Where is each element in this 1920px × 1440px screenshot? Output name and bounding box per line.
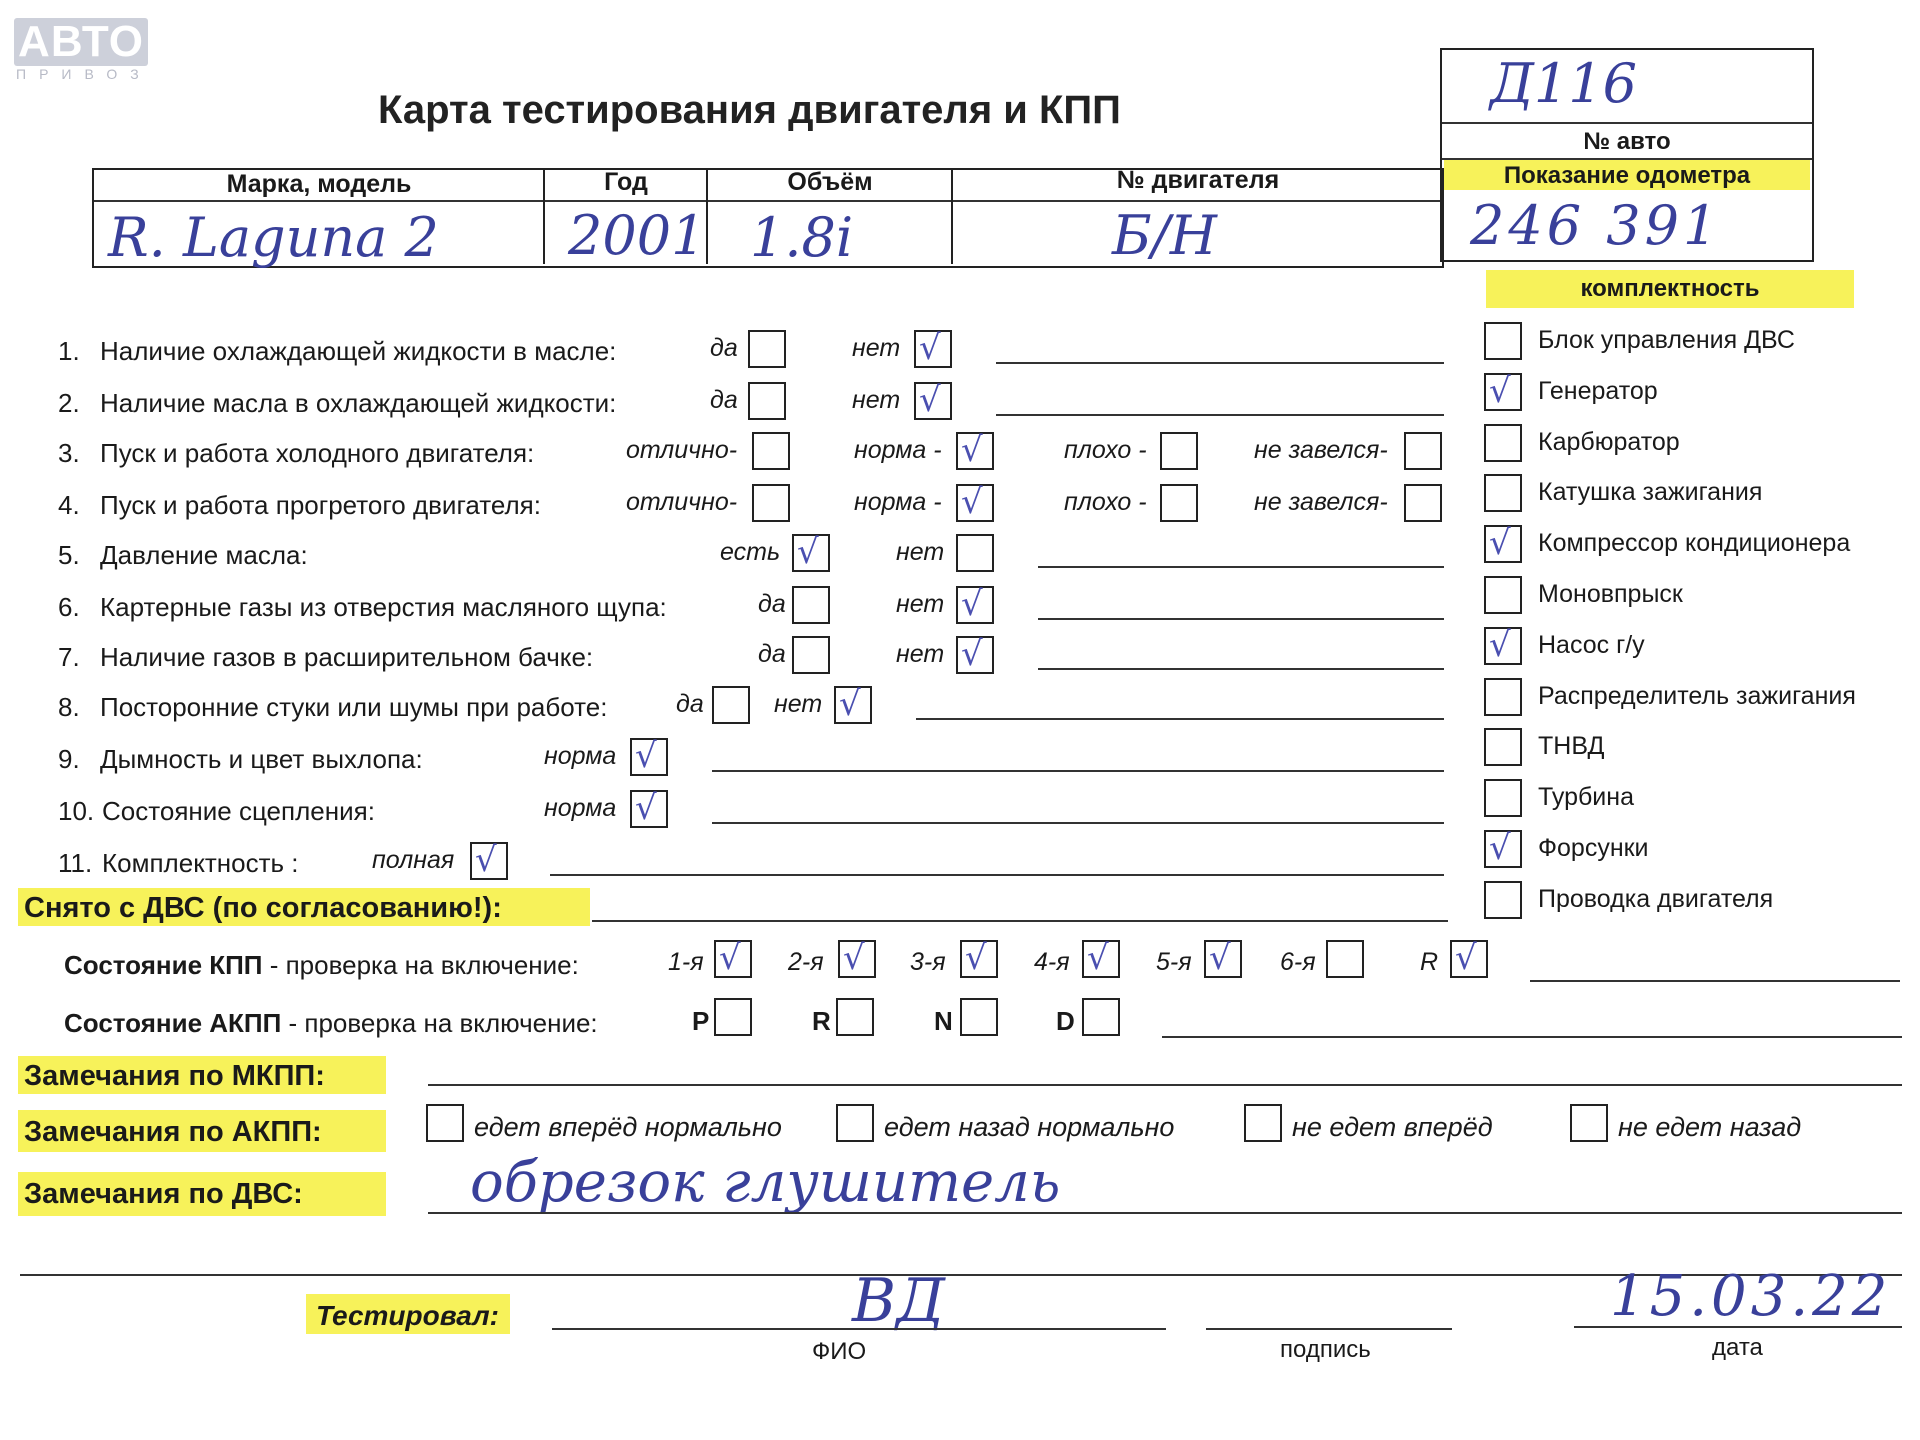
gear-label: 6-я	[1280, 948, 1316, 976]
row-option-label: норма -	[854, 488, 942, 516]
remarks-dvs-value: обрезок глушитель	[470, 1150, 1061, 1215]
check-mark-icon: √	[635, 788, 657, 828]
row-notes-line[interactable]	[1038, 566, 1444, 568]
row-number: 3.	[58, 438, 80, 468]
row-number: 7.	[58, 642, 80, 672]
row-option-checkbox[interactable]	[1160, 484, 1198, 522]
check-mark-icon: √	[919, 328, 941, 368]
row-option-checkbox[interactable]	[752, 484, 790, 522]
akpp-label-rest: - проверка на включение:	[281, 1008, 598, 1038]
date-line[interactable]	[1574, 1326, 1902, 1328]
completeness-item-label: Генератор	[1538, 376, 1658, 405]
row-number: 2.	[58, 388, 80, 418]
row-option-label: да	[710, 386, 738, 414]
akpp-label	[64, 1008, 598, 1039]
akpp-mode-label: R	[812, 1006, 831, 1036]
row-option-label: есть	[720, 538, 781, 566]
divider	[1442, 122, 1812, 124]
gear-label: 5-я	[1156, 948, 1192, 976]
check-mark-icon: √	[797, 532, 819, 572]
gear-label: 3-я	[910, 948, 946, 976]
row-option-checkbox[interactable]	[792, 636, 830, 674]
kpp-label	[64, 950, 579, 981]
row-option-checkbox[interactable]	[1160, 432, 1198, 470]
row-notes-line[interactable]	[996, 414, 1444, 416]
check-mark-icon: √	[839, 684, 861, 724]
completeness-checkbox[interactable]	[1484, 728, 1522, 766]
akpp-remark-checkbox[interactable]	[1244, 1104, 1282, 1142]
akpp-remark-option-label: едет назад нормально	[884, 1112, 1175, 1142]
row-option-label: нет	[852, 334, 901, 362]
row-label: Дымность и цвет выхлопа:	[100, 744, 423, 774]
completeness-item-label: Моновпрыск	[1538, 580, 1683, 608]
row-label: Давление масла:	[100, 540, 308, 570]
completeness-item-label: Насос г/у	[1538, 630, 1645, 659]
remarks-mkpp-line[interactable]	[428, 1084, 1902, 1086]
akpp-mode-checkbox[interactable]	[714, 998, 752, 1036]
akpp-remark-checkbox[interactable]	[426, 1104, 464, 1142]
removed-label: Снято с ДВС (по согласованию!):	[24, 892, 502, 924]
akpp-remark-option-label: едет вперёд нормально	[474, 1112, 782, 1142]
akpp-remark-checkbox[interactable]	[836, 1104, 874, 1142]
row-number: 10.	[58, 796, 95, 826]
check-mark-icon: √	[961, 584, 983, 624]
row-option-label: не завелся-	[1254, 488, 1388, 516]
auto-number-value: Д116	[1490, 52, 1637, 115]
row-number: 1.	[58, 336, 80, 366]
row-option-checkbox[interactable]	[956, 534, 994, 572]
date-value: 15.03.22	[1610, 1264, 1892, 1329]
gear-label: R	[1420, 948, 1439, 976]
make-model-label: Марка, модель	[226, 170, 412, 198]
check-mark-icon: √	[635, 736, 657, 776]
completeness-checkbox[interactable]	[1484, 678, 1522, 716]
divider	[94, 200, 1440, 202]
row-option-label: нет	[896, 640, 945, 668]
row-option-label: отлично-	[626, 488, 738, 516]
row-option-label: да	[758, 640, 786, 668]
row-notes-line[interactable]	[550, 874, 1444, 876]
row-option-label: не завелся-	[1254, 436, 1388, 464]
row-option-label: норма	[544, 742, 617, 770]
tested-by-label: Тестировал:	[316, 1300, 499, 1331]
row-option-label: отлично-	[626, 436, 738, 464]
row-notes-line[interactable]	[916, 718, 1444, 720]
akpp-mode-checkbox[interactable]	[836, 998, 874, 1036]
make-model-value: R. Laguna 2	[108, 206, 439, 269]
check-mark-icon: √	[961, 634, 983, 674]
row-label: Наличие масла в охлаждающей жидкости:	[100, 388, 617, 418]
row-option-label: норма	[544, 794, 617, 822]
akpp-remark-checkbox[interactable]	[1570, 1104, 1608, 1142]
check-mark-icon: √	[965, 938, 987, 978]
row-option-label: нет	[852, 386, 901, 414]
remarks-akpp-label: Замечания по АКПП:	[24, 1116, 322, 1148]
row-number: 11.	[58, 848, 93, 878]
check-mark-icon: √	[961, 430, 983, 470]
row-option-label: да	[710, 334, 738, 362]
row-option-checkbox[interactable]	[752, 432, 790, 470]
row-option-checkbox[interactable]	[792, 586, 830, 624]
check-mark-icon: √	[1489, 523, 1511, 564]
row-option-label: плохо -	[1064, 488, 1147, 516]
akpp-mode-label: N	[934, 1006, 953, 1036]
row-label: Наличие охлаждающей жидкости в масле:	[100, 336, 617, 366]
row-label: Пуск и работа прогретого двигателя:	[100, 490, 541, 520]
check-mark-icon: √	[843, 938, 865, 978]
check-mark-icon: √	[1489, 828, 1511, 868]
row-option-label: плохо -	[1064, 436, 1147, 464]
row-option-checkbox[interactable]	[748, 382, 786, 420]
check-mark-icon: √	[961, 482, 983, 522]
avto-privoz-logo-subtitle: ПРИВОЗ	[16, 66, 152, 82]
row-number: 5.	[58, 540, 80, 570]
akpp-mode-checkbox[interactable]	[1082, 998, 1120, 1036]
row-option-checkbox[interactable]	[1404, 484, 1442, 522]
volume-value: 1.8i	[750, 206, 854, 269]
removed-line[interactable]	[592, 920, 1448, 922]
volume-label: Объём	[787, 168, 873, 196]
check-mark-icon: √	[1209, 938, 1231, 978]
row-label: Состояние сцепления:	[102, 796, 375, 826]
row-option-label: нет	[896, 590, 945, 618]
row-option-label: да	[676, 690, 704, 718]
row-option-checkbox[interactable]	[748, 330, 786, 368]
completeness-item-label: Турбина	[1538, 783, 1634, 812]
check-mark-icon: √	[919, 380, 941, 420]
row-number: 6.	[58, 592, 80, 622]
avto-privoz-logo: АВТО	[14, 18, 148, 66]
akpp-remark-option-label: не едет назад	[1618, 1112, 1802, 1142]
remarks-mkpp-label: Замечания по МКПП:	[24, 1060, 325, 1092]
engine-number-label: № двигателя	[1116, 166, 1280, 194]
akpp-line[interactable]	[1162, 1036, 1902, 1038]
year-label: Год	[604, 168, 648, 196]
fio-line[interactable]	[552, 1328, 1166, 1330]
year-value: 2001	[568, 204, 706, 267]
completeness-checkbox[interactable]	[1484, 576, 1522, 614]
check-mark-icon: √	[1489, 370, 1511, 411]
akpp-mode-label: D	[1056, 1006, 1075, 1036]
kpp-label-bold: Состояние КПП	[64, 950, 263, 980]
gear-label: 1-я	[668, 948, 704, 976]
row-option-checkbox[interactable]	[1404, 432, 1442, 470]
row-notes-line[interactable]	[712, 770, 1444, 772]
akpp-remark-option-label: не едет вперёд	[1292, 1112, 1493, 1142]
akpp-mode-label: P	[692, 1006, 710, 1036]
completeness-item-label: Карбюратор	[1538, 427, 1680, 456]
completeness-item-label: Форсунки	[1538, 834, 1649, 862]
kpp-line[interactable]	[1530, 980, 1900, 982]
row-option-label: да	[758, 590, 786, 618]
row-option-label: полная	[372, 846, 455, 874]
row-number: 4.	[58, 490, 80, 520]
row-number: 8.	[58, 692, 80, 722]
row-label: Картерные газы из отверстия масляного щупа:	[100, 592, 667, 622]
fio-label: ФИО	[812, 1338, 867, 1365]
row-label: Посторонние стуки или шумы при работе:	[100, 692, 608, 722]
engine-number-value: Б/Н	[1112, 204, 1217, 267]
completeness-item-label: Компрессор кондиционера	[1538, 529, 1851, 558]
kpp-label-rest: - проверка на включение:	[262, 950, 579, 980]
auto-number-label: № авто	[1583, 128, 1671, 155]
completeness-item-label: Проводка двигателя	[1538, 884, 1774, 913]
completeness-item-label: Блок управления ДВС	[1538, 326, 1795, 354]
row-label: Наличие газов в расширительном бачке:	[100, 642, 594, 672]
row-option-label: нет	[774, 690, 823, 718]
completeness-item-label: Катушка зажигания	[1538, 478, 1763, 507]
check-mark-icon: √	[719, 938, 741, 978]
fio-value: ВД	[852, 1266, 945, 1336]
check-mark-icon: √	[1455, 938, 1477, 978]
row-number: 9.	[58, 744, 80, 774]
akpp-mode-checkbox[interactable]	[960, 998, 998, 1036]
odometer-label: Показание одометра	[1503, 162, 1751, 189]
check-mark-icon: √	[1489, 624, 1511, 665]
gear-checkbox[interactable]	[1326, 940, 1364, 978]
check-mark-icon: √	[1087, 938, 1109, 978]
row-option-label: норма -	[854, 436, 942, 464]
remarks-dvs-line[interactable]	[428, 1212, 1902, 1214]
row-notes-line[interactable]	[1038, 618, 1444, 620]
date-label: дата	[1712, 1334, 1763, 1361]
completeness-title: комплектность	[1580, 275, 1760, 302]
completeness-item-label: ТНВД	[1538, 732, 1605, 761]
completeness-checkbox[interactable]	[1484, 322, 1522, 360]
completeness-checkbox[interactable]	[1484, 474, 1522, 512]
completeness-checkbox[interactable]	[1484, 881, 1522, 919]
gear-label: 2-я	[788, 948, 824, 976]
remarks-dvs-label: Замечания по ДВС:	[24, 1178, 303, 1210]
gear-label: 4-я	[1034, 948, 1070, 976]
akpp-label-bold: Состояние АКПП	[64, 1008, 282, 1038]
row-option-checkbox[interactable]	[712, 686, 750, 724]
row-notes-line[interactable]	[712, 822, 1444, 824]
signature-line[interactable]	[1206, 1328, 1452, 1330]
page-title: Карта тестирования двигателя и КПП	[378, 88, 1121, 132]
completeness-checkbox[interactable]	[1484, 779, 1522, 817]
completeness-checkbox[interactable]	[1484, 424, 1522, 462]
row-notes-line[interactable]	[996, 362, 1444, 364]
row-option-label: нет	[896, 538, 945, 566]
row-label: Комплектность :	[102, 848, 299, 878]
odometer-value: 246 391	[1470, 194, 1722, 257]
row-label: Пуск и работа холодного двигателя:	[100, 438, 535, 468]
signature-label: подпись	[1280, 1336, 1371, 1363]
completeness-item-label: Распределитель зажигания	[1538, 681, 1856, 710]
check-mark-icon: √	[475, 840, 497, 880]
row-notes-line[interactable]	[1038, 668, 1444, 670]
